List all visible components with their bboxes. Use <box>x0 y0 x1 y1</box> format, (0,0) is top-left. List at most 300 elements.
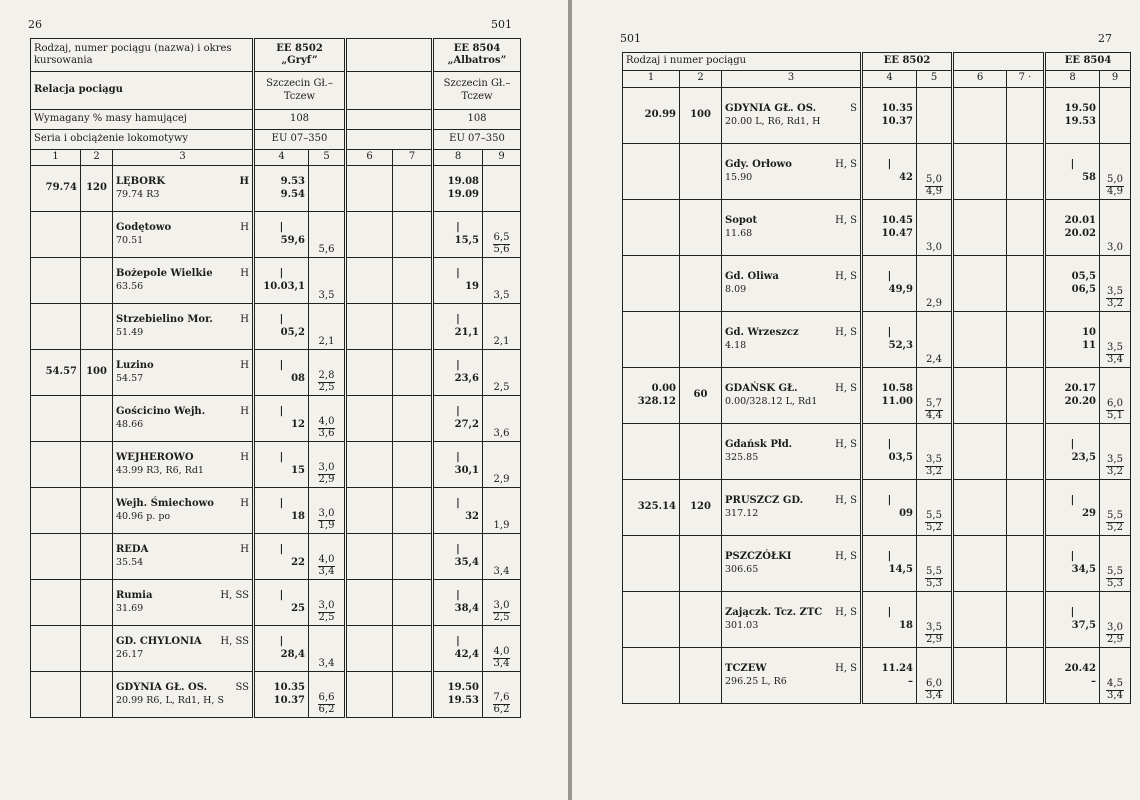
empty-cell <box>346 350 393 396</box>
train1-arrival: | <box>887 551 892 562</box>
station-flag: H, S <box>835 327 857 339</box>
train1-time-cell <box>862 200 917 256</box>
train2-departure: 20.20 <box>1064 395 1096 407</box>
speed-cell <box>81 626 113 672</box>
train2-runtime-bottom: 3,4 <box>493 565 510 577</box>
station-name: GDYNIA GŁ. OS. <box>725 103 817 115</box>
train2-time-cell <box>433 488 483 534</box>
header-label-loco: Seria i obciążenie lokomotywy <box>31 130 254 150</box>
empty-cell <box>393 258 433 304</box>
line-km-cell <box>31 442 81 488</box>
speed-limit: 100 <box>690 109 711 121</box>
colnum: 7 · <box>1007 71 1045 88</box>
train2-runtime-bottom: 5,3 <box>1107 577 1123 589</box>
station-name: Rumia <box>116 590 153 602</box>
train2-time-cell <box>433 396 483 442</box>
station-name: PSZCZÓŁKI <box>725 551 792 563</box>
speed-cell <box>81 534 113 580</box>
speed-cell <box>680 200 722 256</box>
station-cell <box>722 592 862 648</box>
train2-arrival: 05,5 <box>1071 271 1096 282</box>
line-km-cell <box>31 304 81 350</box>
train1-arrival: 10.35 <box>881 103 913 114</box>
train1-time-cell <box>862 648 917 704</box>
train2-arrival: | <box>456 636 460 647</box>
train1-runtime-bottom: 3,6 <box>318 427 335 439</box>
empty-cell <box>1007 424 1045 480</box>
station-km: 48.66 <box>116 418 144 430</box>
speed-cell <box>680 368 722 424</box>
train2-runtime-bottom: 3,4 <box>1107 689 1123 701</box>
station-km: 31.69 <box>116 602 144 614</box>
train2-runtime-cell <box>483 534 521 580</box>
train2-runtime-cell <box>1100 312 1131 368</box>
train2-arrival: | <box>1070 439 1075 450</box>
empty-cell <box>953 256 1007 312</box>
station-name: Sopot <box>725 215 758 227</box>
line-km-cell <box>31 396 81 442</box>
station-row <box>623 480 1131 536</box>
train1-time-cell <box>254 212 309 258</box>
speed-limit: 120 <box>86 182 107 194</box>
train2-departure: 20.02 <box>1064 227 1096 239</box>
train1-time-cell <box>254 166 309 212</box>
train1-runtime-top: 3,0 <box>318 600 335 611</box>
station-name: Gd. Oliwa <box>725 271 779 283</box>
train1-time-cell <box>254 350 309 396</box>
station-row <box>623 200 1131 256</box>
train1-runtime-top: 5,5 <box>926 566 942 577</box>
train1-runtime-top: 4,0 <box>318 554 335 565</box>
station-name: Godętowo <box>116 222 172 234</box>
train1-arrival: 10.58 <box>881 383 913 394</box>
station-km: 4.18 <box>725 339 747 351</box>
train2-runtime-bottom: 4,9 <box>1107 185 1123 197</box>
train2-time-cell <box>1045 592 1100 648</box>
train2-arrival: 20.01 <box>1064 215 1096 226</box>
line-km: 20.99 <box>644 109 676 121</box>
train1-arrival: | <box>887 271 892 282</box>
station-cell <box>113 534 254 580</box>
train2-runtime-bottom: 5,2 <box>1107 521 1123 533</box>
train1-runtime-cell <box>309 672 346 718</box>
train2-runtime-top: 3,0 <box>493 600 510 611</box>
station-row <box>31 350 521 396</box>
header-row-relation <box>31 72 521 110</box>
train1-departure: 59,6 <box>280 234 305 246</box>
empty-cell <box>1007 256 1045 312</box>
line-km: 54.57 <box>45 366 77 378</box>
station-row <box>623 256 1131 312</box>
train2-arrival: | <box>456 452 460 463</box>
empty-cell <box>393 212 433 258</box>
train1-arrival: 10.35 <box>273 682 305 693</box>
train2-departure: 37,5 <box>1071 619 1096 631</box>
colnum: 2 <box>81 150 113 166</box>
line-km-cell <box>31 534 81 580</box>
empty-cell <box>393 350 433 396</box>
empty-cell <box>346 626 393 672</box>
train2-runtime-bottom: 3,5 <box>493 289 510 301</box>
train1-runtime-cell <box>917 480 953 536</box>
empty-cell <box>346 166 393 212</box>
empty-cell <box>393 396 433 442</box>
train2-departure: 23,6 <box>454 372 479 384</box>
station-cell <box>722 480 862 536</box>
train2-departure: 27,2 <box>454 418 479 430</box>
station-flag: H, S <box>835 551 857 563</box>
speed-cell <box>81 580 113 626</box>
train1-departure: 28,4 <box>280 648 305 660</box>
train2-runtime-cell <box>1100 536 1131 592</box>
station-row <box>31 626 521 672</box>
train2-departure: 35,4 <box>454 556 479 568</box>
station-km: 20.99 R6, L, Rd1, H, S <box>116 694 224 706</box>
train2-runtime-top: 4,5 <box>1107 678 1123 689</box>
train2-arrival: | <box>456 314 460 325</box>
station-km: 43.99 R3, R6, Rd1 <box>116 464 204 476</box>
train1-time-cell <box>254 626 309 672</box>
train1-number: EE 8502 <box>862 53 953 71</box>
train1-departure: 14,5 <box>888 563 913 575</box>
train1-departure: 18 <box>899 619 913 631</box>
train2-runtime-bottom: 2,9 <box>1107 633 1123 645</box>
train1-arrival: | <box>279 406 284 417</box>
station-name: Zajączk. Tcz. ZTC <box>725 607 823 619</box>
left-page-section-number: 501 <box>491 18 512 31</box>
right-page-section-number: 501 <box>620 32 641 45</box>
train2-runtime-top: 6,5 <box>493 232 510 243</box>
train1-arrival: | <box>279 222 284 233</box>
station-cell <box>113 258 254 304</box>
train1-time-cell <box>862 592 917 648</box>
train2-runtime-cell <box>483 304 521 350</box>
empty-cell <box>1007 480 1045 536</box>
station-row <box>623 368 1131 424</box>
speed-cell <box>81 166 113 212</box>
line-km-cell <box>31 350 81 396</box>
train2-departure: – <box>1091 675 1096 687</box>
station-row <box>31 534 521 580</box>
train2-arrival: | <box>456 360 460 371</box>
empty-cell <box>346 396 393 442</box>
train2-number: EE 8504 <box>1045 53 1131 71</box>
train1-runtime-top: 6,0 <box>926 678 942 689</box>
empty-cell <box>393 166 433 212</box>
line-km-cell <box>623 424 680 480</box>
train2-departure: 42,4 <box>454 648 479 660</box>
station-flag: H, S <box>835 159 857 171</box>
empty-cell <box>953 648 1007 704</box>
train2-departure: 11 <box>1082 339 1096 351</box>
train2-time-cell <box>1045 88 1100 144</box>
station-flag: H <box>240 406 249 418</box>
header-label-train: Rodzaj i numer pociągu <box>623 53 862 71</box>
header-row-mass <box>31 110 521 130</box>
train1-runtime-top: 5,0 <box>926 174 942 185</box>
colnum: 9 <box>1100 71 1131 88</box>
train1-time-cell <box>254 258 309 304</box>
train2-time-cell <box>1045 536 1100 592</box>
line-km-cell <box>31 212 81 258</box>
train2-runtime-top: 3,5 <box>1107 342 1123 353</box>
right-page-number: 27 <box>1098 32 1112 45</box>
line-km-cell <box>31 580 81 626</box>
train1-runtime-bottom: 1,9 <box>318 519 335 531</box>
train2-runtime-bottom: 3,2 <box>1107 297 1123 309</box>
station-name: Bożepole Wielkie <box>116 268 213 280</box>
train2-time-cell <box>1045 424 1100 480</box>
train1-runtime-top: 2,8 <box>318 370 335 381</box>
train1-arrival: | <box>887 495 892 506</box>
train2-runtime-cell <box>1100 480 1131 536</box>
station-flag: H, S <box>835 439 857 451</box>
line-km-cell <box>623 536 680 592</box>
train1-time-cell <box>862 368 917 424</box>
train1-runtime-cell <box>309 534 346 580</box>
train1-time-cell <box>862 256 917 312</box>
line-km-cell <box>623 88 680 144</box>
colnum: 3 <box>113 150 254 166</box>
train1-arrival: | <box>887 607 892 618</box>
colnum: 4 <box>862 71 917 88</box>
train2-time-cell <box>433 350 483 396</box>
speed-cell <box>680 648 722 704</box>
station-cell <box>722 536 862 592</box>
station-name: GDAŃSK GŁ. <box>725 383 798 395</box>
speed-cell <box>81 672 113 718</box>
line-km-cell <box>31 166 81 212</box>
line-km-cell <box>31 672 81 718</box>
left-timetable-body <box>31 166 521 718</box>
colnum: 7 <box>393 150 433 166</box>
station-flag: H <box>240 452 249 464</box>
train2-runtime-cell <box>1100 256 1131 312</box>
train1-departure: 10.03,1 <box>263 280 305 292</box>
train2-time-cell <box>433 212 483 258</box>
station-km: 317.12 <box>725 507 759 519</box>
train1-departure: 11.00 <box>881 395 913 407</box>
empty-cell <box>393 488 433 534</box>
train1-runtime-cell <box>917 648 953 704</box>
train2-time-cell <box>1045 480 1100 536</box>
empty-cell <box>1007 536 1045 592</box>
train2-runtime-top: 3,5 <box>1107 454 1123 465</box>
empty-cell <box>953 88 1007 144</box>
train1-runtime-bottom: 5,6 <box>318 243 335 255</box>
train2-arrival: | <box>456 222 460 233</box>
train1-time-cell <box>862 536 917 592</box>
station-flag: H <box>240 360 249 372</box>
train1-runtime-top: 4,0 <box>318 416 335 427</box>
station-km: 51.49 <box>116 326 144 338</box>
train2-arrival: 10 <box>1082 327 1096 338</box>
colnum: 1 <box>31 150 81 166</box>
train1-runtime-bottom: 3,4 <box>318 565 335 577</box>
speed-cell <box>680 312 722 368</box>
empty-cell <box>346 304 393 350</box>
train2-runtime-cell <box>483 580 521 626</box>
speed-cell <box>680 536 722 592</box>
train1-runtime-bottom: 3,4 <box>318 657 335 669</box>
train1-loco: EU 07–350 <box>254 130 346 150</box>
train1-departure: 10.47 <box>881 227 913 239</box>
train1-time-cell <box>254 304 309 350</box>
train2-runtime-cell <box>483 258 521 304</box>
train1-departure: 9.54 <box>280 188 305 200</box>
empty-cell <box>953 312 1007 368</box>
station-cell <box>722 424 862 480</box>
empty-cell <box>1007 88 1045 144</box>
train1-runtime-bottom: 2,9 <box>318 473 335 485</box>
train1-runtime-cell <box>309 350 346 396</box>
colnum: 6 <box>346 150 393 166</box>
train2-departure: 19.53 <box>447 694 479 706</box>
station-cell <box>722 648 862 704</box>
empty-cell <box>346 258 393 304</box>
train2-runtime-bottom: 3,4 <box>493 657 510 669</box>
station-km: 20.00 L, R6, Rd1, H <box>725 115 821 127</box>
speed-cell <box>680 424 722 480</box>
header-label-mass: Wymagany % masy hamującej <box>31 110 254 130</box>
train2-time-cell <box>1045 144 1100 200</box>
colnum: 3 <box>722 71 862 88</box>
station-cell <box>722 368 862 424</box>
train1-runtime-bottom: 2,5 <box>318 381 335 393</box>
station-row <box>623 424 1131 480</box>
empty-cell <box>953 368 1007 424</box>
train1-arrival: | <box>279 314 284 325</box>
empty-cell <box>953 200 1007 256</box>
speed-cell <box>81 258 113 304</box>
train1-arrival: | <box>279 498 284 509</box>
station-name: TCZEW <box>725 663 767 675</box>
train1-arrival: | <box>887 159 892 170</box>
train1-time-cell <box>862 312 917 368</box>
train2-runtime-cell <box>1100 200 1131 256</box>
train1-relation: Szczecin Gł.– Tczew <box>254 72 346 110</box>
train2-runtime-bottom: 3,2 <box>1107 465 1123 477</box>
train2-arrival: 20.17 <box>1064 383 1096 394</box>
station-flag: S <box>850 103 857 115</box>
train1-departure: 10.37 <box>273 694 305 706</box>
train1-arrival: 11.24 <box>881 663 913 674</box>
line-km: 0.00 <box>651 383 676 394</box>
column-number-row <box>623 71 1131 88</box>
train1-runtime-cell <box>917 424 953 480</box>
train2-arrival: | <box>456 544 460 555</box>
speed-limit: 60 <box>693 389 708 401</box>
train2-time-cell <box>1045 312 1100 368</box>
train1-arrival: | <box>279 590 284 601</box>
station-km: 15.90 <box>725 171 753 183</box>
station-name: Gdy. Orłowo <box>725 159 792 171</box>
station-km: 11.68 <box>725 227 753 239</box>
train1-departure: 15 <box>291 464 305 476</box>
train1-departure: 03,5 <box>888 451 913 463</box>
train2-arrival: | <box>456 406 460 417</box>
station-cell <box>113 626 254 672</box>
colnum: 9 <box>483 150 521 166</box>
train2-runtime-cell <box>483 672 521 718</box>
colnum: 6 <box>953 71 1007 88</box>
speed-cell <box>81 442 113 488</box>
train1-runtime-cell <box>309 166 346 212</box>
station-cell <box>113 396 254 442</box>
train1-departure: 25 <box>291 602 305 614</box>
train2-runtime-cell <box>1100 88 1131 144</box>
station-cell <box>722 88 862 144</box>
train2-runtime-bottom: 5,6 <box>493 243 510 255</box>
train1-time-cell <box>862 424 917 480</box>
train2-name: „Albatros” <box>447 55 507 66</box>
train2-departure: 38,4 <box>454 602 479 614</box>
station-name: Luzino <box>116 360 154 372</box>
empty-cell <box>393 626 433 672</box>
empty-cell <box>1007 144 1045 200</box>
train2-time-cell <box>1045 648 1100 704</box>
line-km-cell <box>31 488 81 534</box>
empty-cell <box>393 672 433 718</box>
line-km-cell <box>623 144 680 200</box>
train2-runtime-bottom: 5,1 <box>1107 409 1123 421</box>
train2-departure: 19.09 <box>447 188 479 200</box>
station-cell <box>113 488 254 534</box>
train1-runtime-top: 3,0 <box>318 508 335 519</box>
station-km: 70.51 <box>116 234 144 246</box>
train1-runtime-cell <box>917 88 953 144</box>
station-row <box>623 144 1131 200</box>
empty-cell <box>393 580 433 626</box>
empty-cell <box>393 442 433 488</box>
header-label-train: Rodzaj, numer pociągu (nazwa) i okres kursowania <box>31 39 254 72</box>
train1-runtime-bottom: 2,9 <box>926 297 942 309</box>
speed-cell <box>81 212 113 258</box>
train2-departure: 23,5 <box>1071 451 1096 463</box>
colnum: 5 <box>309 150 346 166</box>
station-km: 8.09 <box>725 283 747 295</box>
train1-runtime-bottom: 3,4 <box>926 689 942 701</box>
line-km-cell <box>31 626 81 672</box>
colnum: 5 <box>917 71 953 88</box>
train2-arrival: | <box>1070 159 1075 170</box>
right-timetable <box>622 52 1131 704</box>
speed-cell <box>81 488 113 534</box>
header-row-train <box>31 39 521 72</box>
train1-departure: – <box>908 675 913 687</box>
speed-cell <box>81 396 113 442</box>
column-number-row <box>31 150 521 166</box>
train2-time-cell <box>433 534 483 580</box>
train1-time-cell <box>254 534 309 580</box>
train2-runtime-cell <box>483 488 521 534</box>
train2-runtime-cell <box>1100 592 1131 648</box>
station-row <box>623 312 1131 368</box>
train1-departure: 42 <box>899 171 913 183</box>
train2-arrival: | <box>1070 607 1075 618</box>
train2-arrival: 19.50 <box>447 682 479 693</box>
train2-runtime-bottom: 2,1 <box>493 335 510 347</box>
station-cell <box>113 304 254 350</box>
station-cell <box>113 580 254 626</box>
station-km: 54.57 <box>116 372 144 384</box>
train1-time-cell <box>862 480 917 536</box>
station-flag: H, S <box>835 383 857 395</box>
station-km: 0.00/328.12 L, Rd1 <box>725 395 818 407</box>
station-name: GDYNIA GŁ. OS. <box>116 682 208 694</box>
speed-cell <box>680 144 722 200</box>
train1-arrival: 10.45 <box>881 215 913 226</box>
